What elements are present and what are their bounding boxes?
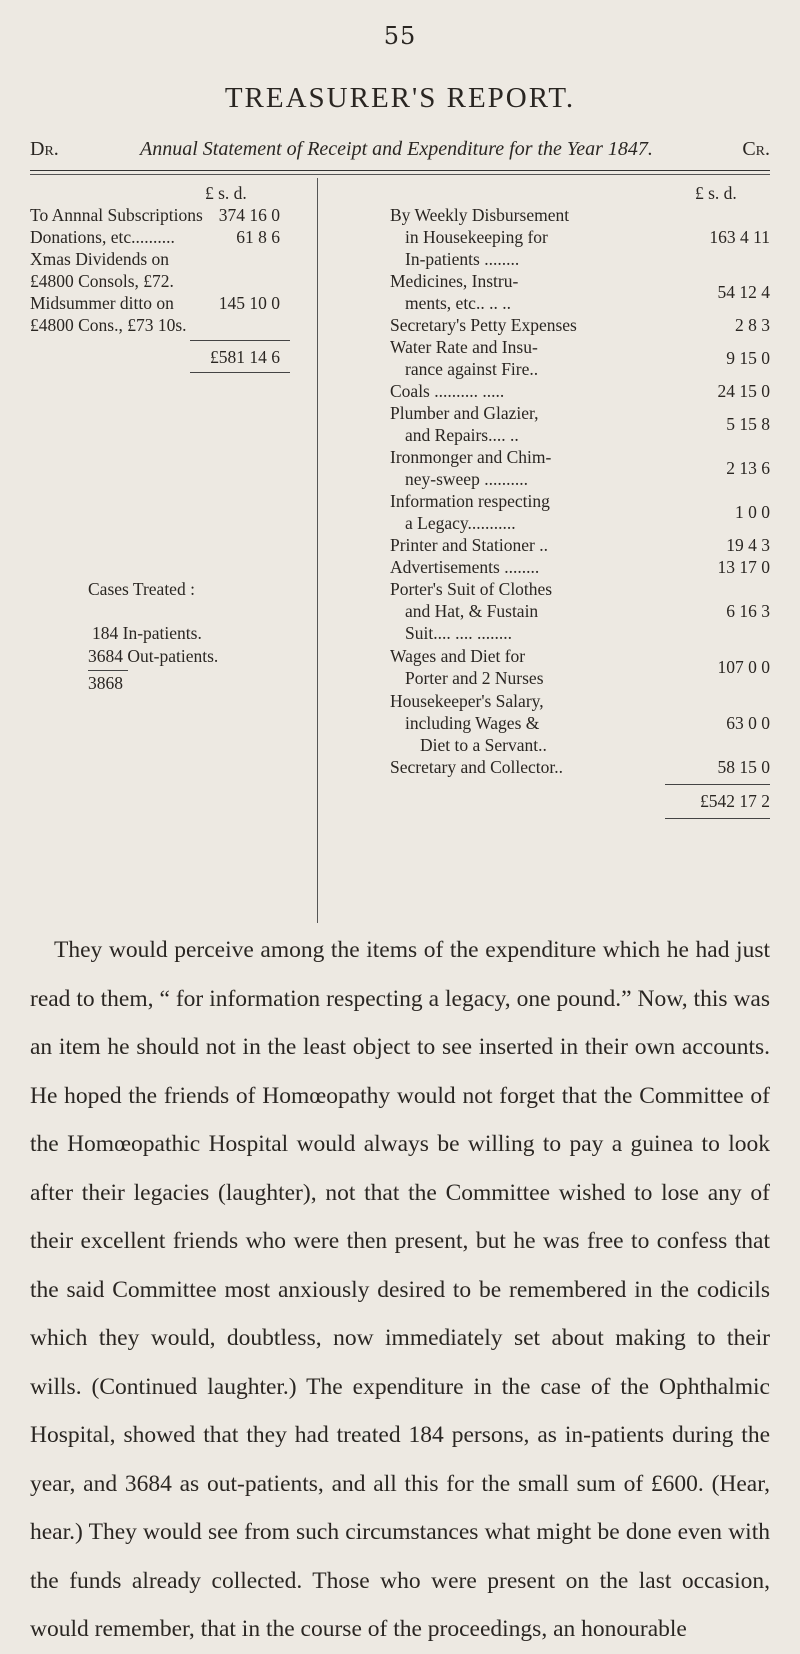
cases-heading: Cases Treated : xyxy=(88,579,195,599)
expenditure-amount: 1 0 0 xyxy=(735,502,770,522)
expenditure-label: Porter and 2 Nurses xyxy=(405,668,544,688)
expenditure-label: Advertisements ........ xyxy=(390,557,540,577)
expenditure-amount: 58 15 0 xyxy=(717,757,770,777)
receipt-amount: 374 16 0 xyxy=(218,205,280,225)
receipts-total: £581 14 6 xyxy=(210,347,280,367)
expenditure-label: Information respecting xyxy=(390,491,550,511)
expenditure-amount: 107 0 0 xyxy=(717,657,770,677)
expenditure-label: Plumber and Glazier, xyxy=(390,403,539,423)
receipts-total-underline xyxy=(190,372,290,373)
expenditure-total-underline xyxy=(665,818,770,819)
receipt-label: To Annnal Subscriptions xyxy=(30,205,203,225)
report-title: TREASURER'S REPORT. xyxy=(224,82,576,114)
expenditure-label: Secretary and Collector.. xyxy=(390,757,563,777)
expenditure-label: Medicines, Instru- xyxy=(390,271,519,291)
expenditure-label: Suit.... .... ........ xyxy=(405,623,512,643)
receipt-label: Midsummer ditto on xyxy=(30,293,174,313)
cases-total-rule xyxy=(88,670,128,671)
expenditure-currency-heading: £ s. d. xyxy=(695,183,737,203)
expenditure-label: rance against Fire.. xyxy=(405,359,539,379)
receipt-amount: 145 10 0 xyxy=(218,293,280,313)
expenditure-label: Coals .......... ..... xyxy=(390,381,505,401)
cases-total: 3868 xyxy=(88,673,123,693)
cases-inpatients: 184 In-patients. xyxy=(92,623,202,643)
expenditure-amount: 54 12 4 xyxy=(717,282,770,302)
expenditure-label: Porter's Suit of Clothes xyxy=(390,579,553,599)
expenditure-total: £542 17 2 xyxy=(700,791,770,811)
expenditure-label: Ironmonger and Chim- xyxy=(390,447,552,467)
header-rule xyxy=(30,170,770,171)
expenditure-label: including Wages & xyxy=(405,713,540,733)
debit-label: Dr. xyxy=(30,138,59,160)
expenditure-label: In-patients ........ xyxy=(405,249,520,269)
receipt-amount: 61 8 6 xyxy=(236,227,280,247)
expenditure-label: a Legacy........... xyxy=(405,513,516,533)
expenditure-amount: 2 8 3 xyxy=(735,315,770,335)
receipt-label: Donations, etc.......... xyxy=(30,227,175,247)
expenditure-total-rule xyxy=(665,784,770,785)
expenditure-amount: 6 16 3 xyxy=(726,601,770,621)
expenditure-label: and Hat, & Fustain xyxy=(405,601,539,621)
receipts-currency-heading: £ s. d. xyxy=(205,183,247,203)
expenditure-label: Water Rate and Insu- xyxy=(390,337,538,357)
expenditure-label: By Weekly Disbursement xyxy=(390,205,570,225)
expenditure-label: Wages and Diet for xyxy=(390,646,526,666)
receipt-label: £4800 Cons., £73 10s. xyxy=(30,315,187,335)
expenditure-label: Printer and Stationer .. xyxy=(390,535,548,555)
expenditure-label: in Housekeeping for xyxy=(405,227,548,247)
header-rule-secondary xyxy=(30,174,770,175)
expenditure-label: ney-sweep .......... xyxy=(405,469,528,489)
expenditure-amount: 2 13 6 xyxy=(726,458,770,478)
credit-label: Cr. xyxy=(742,138,770,160)
statement-title: Annual Statement of Receipt and Expenditure for the Year 1847. xyxy=(140,138,653,160)
column-divider xyxy=(317,178,318,923)
expenditure-label: Housekeeper's Salary, xyxy=(390,691,544,711)
receipts-total-rule xyxy=(190,340,290,341)
expenditure-label: Diet to a Servant.. xyxy=(420,735,547,755)
page-number: 55 xyxy=(383,22,417,50)
expenditure-label: Secretary's Petty Expenses xyxy=(390,315,577,335)
expenditure-amount: 163 4 11 xyxy=(709,227,770,247)
expenditure-label: and Repairs.... .. xyxy=(405,425,519,445)
receipt-label: Xmas Dividends on xyxy=(30,249,170,269)
expenditure-amount: 13 17 0 xyxy=(717,557,770,577)
cases-outpatients: 3684 Out-patients. xyxy=(88,646,219,666)
expenditure-amount: 63 0 0 xyxy=(726,713,770,733)
body-text xyxy=(30,926,770,1654)
statement-header xyxy=(30,138,770,166)
expenditure-amount: 9 15 0 xyxy=(726,348,770,368)
expenditure-amount: 24 15 0 xyxy=(717,381,770,401)
expenditure-amount: 19 4 3 xyxy=(726,535,770,555)
receipt-label: £4800 Consols, £72. xyxy=(30,271,174,291)
body-paragraph: They would perceive among the items of the expenditure which he had just read to them, “ for information respecting a legacy, one pound.” Now, this was an item he should not in the least object to see inserted in their own accounts. He hoped the friends of Homœopathy would not forget that the Committee of the Homœopathic Hospital would always be willing to pay a guinea to look after their legacies (laughter), not that the Committee wished to lose any of their excellent friends who were then present, but he was free to confess that the said Committee most anxiously desired to be remembered in the codicils which they would, doubtless, now immediately set about making to their wills. (Continued laughter.) The expenditure in the case of the Ophthalmic Hospital, showed that they had treated 184 persons, as in-patients during the year, and 3684 as out-patients, and all this for the small sum of £600. (Hear, hear.) They would see from such circumstances what might be done even with the funds already collected. Those who were present on the last occasion, would remember, that in the course of the proceedings, an honourable xyxy=(30,937,770,1642)
expenditure-label: ments, etc.. .. .. xyxy=(405,293,511,313)
expenditure-amount: 5 15 8 xyxy=(726,414,770,434)
